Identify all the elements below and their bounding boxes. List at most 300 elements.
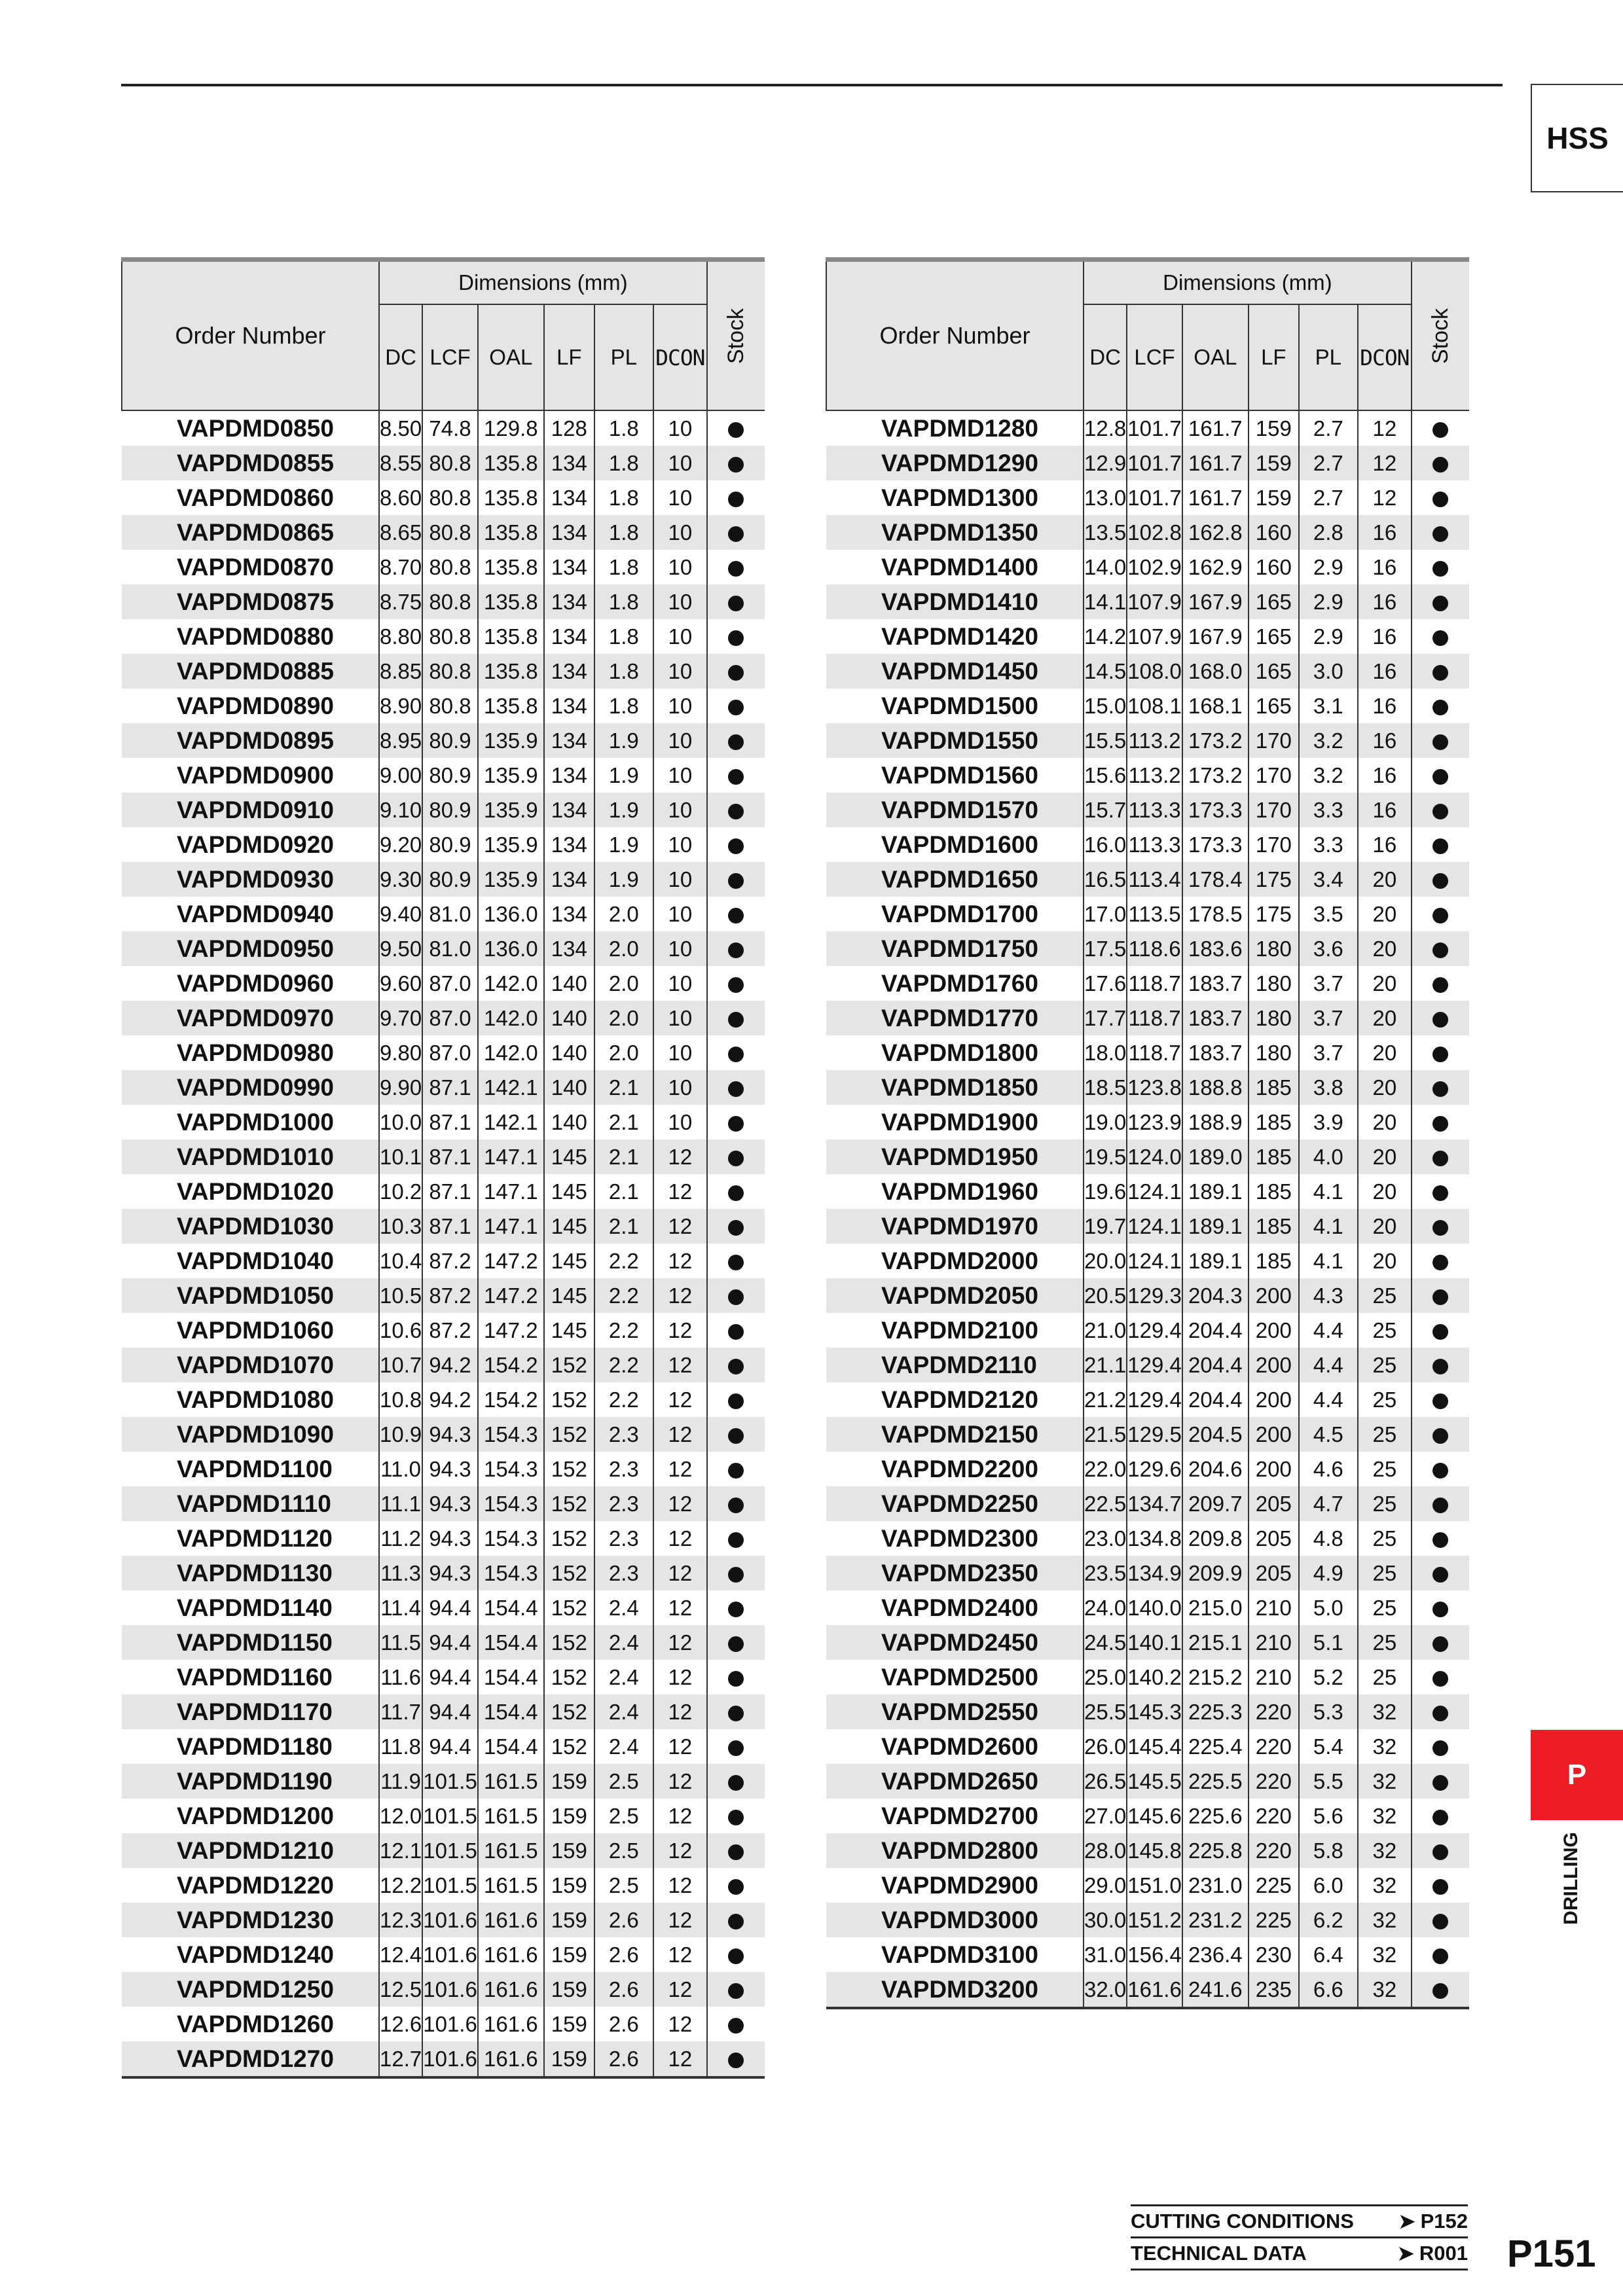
lcf-cell: 140.2 [1127,1660,1182,1695]
lcf-cell: 145.6 [1127,1799,1182,1833]
lf-cell: 159 [544,2007,594,2041]
pl-cell: 1.8 [594,584,653,619]
lf-cell: 185 [1249,1244,1299,1278]
order-number-cell: VAPDMD2700 [881,1802,1038,1829]
lcf-cell: 113.4 [1127,862,1182,897]
dc-cell: 9.20 [379,827,422,862]
order-number-cell: VAPDMD0860 [177,484,334,511]
dc-cell: 10.4 [379,1244,422,1278]
pl-cell: 4.9 [1299,1556,1358,1590]
dcon-cell: 32 [1358,1868,1412,1903]
stock-cell [707,550,765,584]
oal-cell: 135.8 [478,584,544,619]
order-number-cell: VAPDMD2250 [826,1486,1084,1521]
lcf-cell: 94.2 [422,1382,478,1417]
oal-cell: 142.1 [478,1105,544,1139]
table-row [826,1486,1469,1521]
in-stock-dot-icon [728,1844,744,1860]
dc-cell: 8.95 [379,723,422,758]
oal-cell: 129.8 [478,410,544,446]
lf-cell: 165 [1249,654,1299,689]
in-stock-dot-icon [1432,1498,1448,1513]
order-number-cell: VAPDMD1560 [881,761,1038,789]
stock-cell [707,1521,765,1556]
order-number-cell: VAPDMD3000 [826,1903,1084,1937]
pl-cell: 2.3 [594,1417,653,1452]
lf-cell: 134 [544,480,594,515]
table-row [826,1035,1469,1070]
table-row [826,515,1469,550]
pl-cell: 1.8 [594,480,653,515]
table-row [122,410,765,446]
oal-cell: 154.4 [478,1625,544,1660]
oal-cell: 135.9 [478,723,544,758]
pl-cell: 2.2 [594,1244,653,1278]
lf-cell: 134 [544,827,594,862]
table-row [826,1174,1469,1209]
order-number-cell: VAPDMD1210 [122,1833,379,1868]
dcon-cell: 32 [1358,1799,1412,1833]
lcf-cell: 94.4 [422,1590,478,1625]
lf-cell: 159 [544,2041,594,2077]
dcon-cell: 10 [653,410,707,446]
dc-cell: 9.60 [379,966,422,1001]
dcon-cell: 20 [1358,1209,1412,1244]
stock-cell [1412,931,1469,966]
order-number-cell: VAPDMD2450 [826,1625,1084,1660]
in-stock-dot-icon [1432,1463,1448,1479]
order-number-cell: VAPDMD2400 [881,1594,1038,1621]
order-number-cell: VAPDMD1260 [177,2010,334,2037]
pl-cell: 1.9 [594,862,653,897]
table-row [122,1070,765,1105]
in-stock-dot-icon [728,1255,744,1270]
in-stock-dot-icon [728,1324,744,1340]
in-stock-dot-icon [1432,1914,1448,1929]
lcf-cell: 80.8 [422,689,478,723]
lf-cell: 159 [544,1903,594,1937]
dcon-cell: 10 [653,689,707,723]
order-number-cell: VAPDMD0850 [177,414,334,442]
dc-cell: 14.5 [1084,654,1127,689]
in-stock-dot-icon [728,1983,744,1999]
oal-cell: 135.9 [478,827,544,862]
order-number-cell: VAPDMD0870 [177,553,334,581]
in-stock-dot-icon [1432,665,1448,681]
in-stock-dot-icon [1432,1948,1448,1964]
stock-cell [707,1313,765,1348]
oal-cell: 204.6 [1182,1452,1249,1486]
dcon-cell: 12 [1358,410,1412,446]
pl-cell: 2.9 [1299,550,1358,584]
lf-cell: 152 [544,1348,594,1382]
oal-cell: 189.1 [1182,1174,1249,1209]
stock-cell [707,931,765,966]
in-stock-dot-icon [1432,942,1448,958]
dcon-cell: 12 [653,1937,707,1972]
in-stock-dot-icon [1432,838,1448,854]
in-stock-dot-icon [1432,1810,1448,1825]
stock-cell [707,1590,765,1625]
order-number-cell: VAPDMD0855 [122,446,379,480]
stock-cell [1412,723,1469,758]
lcf-cell: 80.9 [422,793,478,827]
table-row [122,1521,765,1556]
oal-cell: 204.4 [1182,1348,1249,1382]
pl-cell: 2.6 [594,2007,653,2041]
in-stock-dot-icon [728,1775,744,1791]
table-row [826,480,1469,515]
lf-cell: 220 [1249,1764,1299,1799]
oal-cell: 188.9 [1182,1105,1249,1139]
stock-cell [1412,1903,1469,1937]
oal-cell: 162.8 [1182,515,1249,550]
lf-cell: 134 [544,689,594,723]
pl-cell: 5.6 [1299,1799,1358,1833]
table-row [122,1313,765,1348]
stock-cell [707,1972,765,2007]
order-number-cell: VAPDMD1190 [122,1764,379,1799]
stock-cell [1412,410,1469,446]
pl-cell: 2.0 [594,1035,653,1070]
table-row [122,1486,765,1521]
pl-cell: 2.7 [1299,446,1358,480]
dc-cell: 24.0 [1084,1590,1127,1625]
lf-cell: 134 [544,550,594,584]
lf-cell: 159 [544,1972,594,2007]
stock-cell [707,515,765,550]
lcf-cell: 107.9 [1127,619,1182,654]
oal-cell: 215.1 [1182,1625,1249,1660]
pl-cell: 2.5 [594,1868,653,1903]
lcf-cell: 80.8 [422,480,478,515]
lf-cell: 180 [1249,1001,1299,1035]
lf-cell: 205 [1249,1556,1299,1590]
dcon-cell: 12 [653,1625,707,1660]
lf-cell: 185 [1249,1070,1299,1105]
order-number-cell: VAPDMD1020 [177,1177,334,1205]
pl-cell: 3.8 [1299,1070,1358,1105]
lcf-cell: 80.9 [422,862,478,897]
stock-cell [1412,1729,1469,1764]
stock-cell [1412,654,1469,689]
dc-cell: 11.5 [379,1625,422,1660]
lcf-cell: 101.5 [422,1868,478,1903]
dc-cell: 21.0 [1084,1313,1127,1348]
table-row [826,1105,1469,1139]
stock-cell [707,1937,765,1972]
in-stock-dot-icon [728,1012,744,1028]
dc-cell: 9.30 [379,862,422,897]
in-stock-dot-icon [1432,873,1448,889]
lf-cell: 152 [544,1382,594,1417]
dc-cell: 8.55 [379,446,422,480]
order-number-cell: VAPDMD1060 [177,1316,334,1344]
in-stock-dot-icon [728,977,744,993]
lcf-cell: 87.2 [422,1313,478,1348]
dc-cell: 9.00 [379,758,422,793]
lf-cell: 152 [544,1590,594,1625]
oal-cell: 154.4 [478,1729,544,1764]
in-stock-dot-icon [728,838,744,854]
order-number-cell: VAPDMD2800 [826,1833,1084,1868]
table-row [122,862,765,897]
oal-cell: 154.4 [478,1590,544,1625]
in-stock-dot-icon [1432,1116,1448,1132]
table-row [122,1695,765,1729]
dc-cell: 17.5 [1084,931,1127,966]
dc-cell: 21.1 [1084,1348,1127,1382]
dcon-cell: 25 [1358,1382,1412,1417]
dc-cell: 17.0 [1084,897,1127,931]
table-row [826,619,1469,654]
order-number-cell: VAPDMD0890 [177,692,334,719]
dcon-cell: 20 [1358,931,1412,966]
lf-cell: 145 [544,1244,594,1278]
lf-cell: 159 [544,1937,594,1972]
oal-cell: 161.6 [478,1972,544,2007]
in-stock-dot-icon [1432,1359,1448,1374]
pl-cell: 5.4 [1299,1729,1358,1764]
dc-cell: 27.0 [1084,1799,1127,1833]
pl-cell: 2.8 [1299,515,1358,550]
order-number-cell: VAPDMD1500 [881,692,1038,719]
lcf-cell: 87.0 [422,966,478,1001]
dcon-cell: 32 [1358,1764,1412,1799]
dc-cell: 14.1 [1084,584,1127,619]
order-number-cell: VAPDMD1550 [826,723,1084,758]
lcf-cell: 118.6 [1127,931,1182,966]
pl-cell: 4.4 [1299,1382,1358,1417]
in-stock-dot-icon [728,630,744,646]
table-row [826,1729,1469,1764]
page-number: P151 [1507,2233,1596,2275]
lf-cell: 220 [1249,1729,1299,1764]
order-number-cell: VAPDMD0875 [122,584,379,619]
oal-cell: 136.0 [478,931,544,966]
dc-cell: 12.3 [379,1903,422,1937]
stock-cell [1412,1244,1469,1278]
lf-cell: 128 [544,410,594,446]
lcf-cell: 101.5 [422,1799,478,1833]
stock-cell [707,758,765,793]
lcf-cell: 94.4 [422,1695,478,1729]
pl-cell: 4.7 [1299,1486,1358,1521]
table-row [826,1348,1469,1382]
lcf-cell: 102.8 [1127,515,1182,550]
table-row [122,1660,765,1695]
order-number-cell: VAPDMD3200 [826,1972,1084,2008]
dc-cell: 12.4 [379,1937,422,1972]
oal-cell: 173.3 [1182,793,1249,827]
in-stock-dot-icon [728,422,744,438]
dc-cell: 23.5 [1084,1556,1127,1590]
technical-data-link[interactable] [1131,2236,1468,2270]
table-row [826,550,1469,584]
stock-cell [707,1868,765,1903]
lcf-cell: 101.5 [422,1833,478,1868]
order-number-cell: VAPDMD1080 [177,1386,334,1413]
lcf-cell: 80.9 [422,827,478,862]
order-number-cell: VAPDMD1280 [881,414,1038,442]
pl-cell: 1.8 [594,515,653,550]
dc-cell: 28.0 [1084,1833,1127,1868]
stock-cell [1412,1348,1469,1382]
pl-cell: 5.0 [1299,1590,1358,1625]
lcf-cell: 145.8 [1127,1833,1182,1868]
dc-cell: 16.5 [1084,862,1127,897]
lf-cell: 134 [544,723,594,758]
order-number-cell: VAPDMD1170 [122,1695,379,1729]
lf-cell: 140 [544,1035,594,1070]
oal-cell: 161.5 [478,1868,544,1903]
pl-cell: 3.9 [1299,1105,1358,1139]
order-number-cell: VAPDMD1750 [826,931,1084,966]
dcon-cell: 25 [1358,1521,1412,1556]
pl-cell: 2.6 [594,1972,653,2007]
dcon-cell: 10 [653,1070,707,1105]
pl-cell: 2.7 [1299,480,1358,515]
table-row [122,966,765,1001]
stock-cell [1412,1590,1469,1625]
lcf-cell: 113.3 [1127,827,1182,862]
order-number-cell: VAPDMD1570 [826,793,1084,827]
dcon-cell: 32 [1358,1937,1412,1972]
order-number-cell: VAPDMD1400 [881,553,1038,581]
lf-cell: 165 [1249,619,1299,654]
lf-cell: 152 [544,1729,594,1764]
order-number-cell: VAPDMD2050 [826,1278,1084,1313]
oal-cell: 189.1 [1182,1244,1249,1278]
dcon-cell: 10 [653,827,707,862]
table-row [122,515,765,550]
oal-cell: 231.0 [1182,1868,1249,1903]
cutting-conditions-link[interactable] [1131,2204,1468,2236]
lf-cell: 170 [1249,758,1299,793]
dc-cell: 11.0 [379,1452,422,1486]
lf-cell: 225 [1249,1868,1299,1903]
order-number-cell: VAPDMD1350 [826,515,1084,550]
pl-cell: 4.5 [1299,1417,1358,1452]
lcf-cell: 87.0 [422,1035,478,1070]
dcon-cell: 10 [653,619,707,654]
in-stock-dot-icon [728,492,744,507]
in-stock-dot-icon [1432,492,1448,507]
table-row [122,1452,765,1486]
oal-cell: 183.7 [1182,1001,1249,1035]
lf-cell: 220 [1249,1695,1299,1729]
pl-cell: 1.8 [594,689,653,723]
lcf-cell: 124.0 [1127,1139,1182,1174]
oal-cell: 162.9 [1182,550,1249,584]
in-stock-dot-icon [728,1914,744,1929]
stock-cell [707,862,765,897]
lf-cell: 134 [544,515,594,550]
oal-cell: 178.5 [1182,897,1249,931]
stock-cell [707,1833,765,1868]
in-stock-dot-icon [1432,1047,1448,1062]
order-number-cell: VAPDMD1100 [177,1455,333,1482]
stock-header-label: Stock [723,308,748,364]
oal-cell: 183.7 [1182,966,1249,1001]
in-stock-dot-icon [728,1810,744,1825]
lcf-cell: 87.1 [422,1070,478,1105]
dc-cell: 25.0 [1084,1660,1127,1695]
lcf-cell: 101.7 [1127,410,1182,446]
section-p-tab[interactable] [1531,1730,1623,1820]
pl-cell: 2.2 [594,1382,653,1417]
order-number-cell: VAPDMD0960 [177,969,334,997]
lcf-cell: 87.2 [422,1278,478,1313]
stock-cell [707,1105,765,1139]
dcon-cell: 10 [653,654,707,689]
in-stock-dot-icon [728,1948,744,1964]
pl-cell: 4.1 [1299,1209,1358,1244]
oal-cell: 161.6 [478,1903,544,1937]
in-stock-dot-icon [1432,457,1448,473]
in-stock-dot-icon [1432,734,1448,750]
pl-cell: 2.7 [1299,410,1358,446]
lf-cell: 235 [1249,1972,1299,2008]
dcon-cell: 12 [653,1729,707,1764]
stock-cell [1412,1313,1469,1348]
oal-cell: 142.1 [478,1070,544,1105]
stock-cell [707,1035,765,1070]
in-stock-dot-icon [728,526,744,542]
dcon-cell: 20 [1358,862,1412,897]
dcon-cell: 16 [1358,689,1412,723]
stock-cell [1412,1209,1469,1244]
in-stock-dot-icon [728,1116,744,1132]
oal-cell: 215.0 [1182,1590,1249,1625]
dc-cell: 10.7 [379,1348,422,1382]
in-stock-dot-icon [728,908,744,924]
pl-cell: 2.6 [594,1903,653,1937]
dc-cell: 17.6 [1084,966,1127,1001]
order-number-cell: VAPDMD1180 [177,1732,333,1760]
lcf-cell: 101.6 [422,1972,478,2007]
lf-cell: 175 [1249,862,1299,897]
lcf-cell: 80.8 [422,446,478,480]
oal-cell: 154.3 [478,1556,544,1590]
lf-cell: 152 [544,1625,594,1660]
oal-cell: 154.2 [478,1348,544,1382]
oal-header: OAL [1182,304,1249,410]
lcf-cell: 124.1 [1127,1244,1182,1278]
dc-cell: 9.90 [379,1070,422,1105]
in-stock-dot-icon [1432,1879,1448,1895]
dcon-cell: 32 [1358,1729,1412,1764]
stock-cell [1412,1660,1469,1695]
dcon-cell: 10 [653,758,707,793]
lf-cell: 165 [1249,584,1299,619]
dc-cell: 8.50 [379,410,422,446]
pl-cell: 1.9 [594,723,653,758]
lf-cell: 134 [544,758,594,793]
dcon-cell: 32 [1358,1903,1412,1937]
oal-cell: 161.6 [478,2007,544,2041]
oal-cell: 173.2 [1182,758,1249,793]
dcon-cell: 25 [1358,1278,1412,1313]
order-number-cell: VAPDMD1950 [826,1139,1084,1174]
lcf-cell: 123.9 [1127,1105,1182,1139]
table-row [826,862,1469,897]
in-stock-dot-icon [728,1081,744,1097]
oal-cell: 204.4 [1182,1313,1249,1348]
table-row [122,1729,765,1764]
table-row [122,1833,765,1868]
right-spec-table [826,257,1469,2009]
